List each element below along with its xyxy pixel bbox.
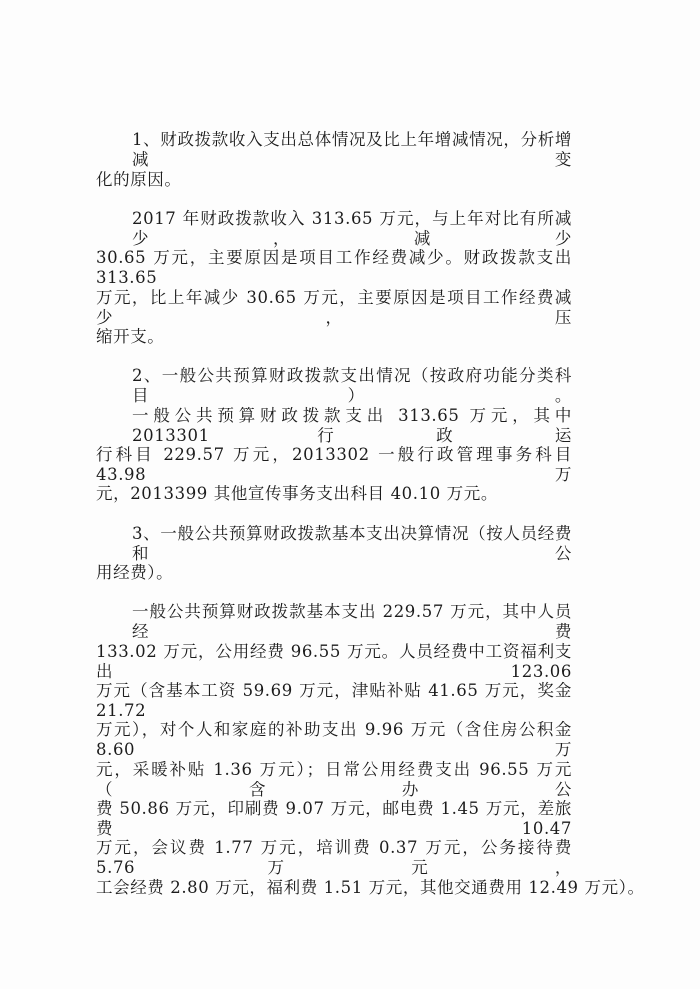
text-line: 一般公共预算财政拨款支出 313.65 万元，其中 2013301 行政运 (132, 406, 572, 445)
text-line: 缩开支。 (96, 327, 165, 346)
text-line: 30.65 万元，主要原因是项目工作经费减少。财政拨款支出 313.65 (96, 248, 572, 287)
text-line: 化的原因。 (96, 170, 182, 189)
text-line: 元，2013399 其他宣传事务支出科目 40.10 万元。 (96, 484, 498, 503)
text-line: 用经费）。 (96, 563, 174, 582)
text-line: 一般公共预算财政拨款基本支出 229.57 万元，其中人员经费 (132, 602, 572, 641)
text-line: 费 50.86 万元，印刷费 9.07 万元，邮电费 1.45 万元，差旅费 10.47 (96, 799, 572, 838)
text-line: 万元，比上年减少 30.65 万元，主要原因是项目工作经费减少，压 (96, 288, 572, 327)
text-line: 1、财政拨款收入支出总体情况及比上年增减情况，分析增减变 (132, 130, 572, 169)
text-line: 行科目 229.57 万元，2013302 一般行政管理事务科目 43.98 万 (96, 445, 572, 484)
text-line: 2、一般公共预算财政拨款支出情况（按政府功能分类科目）。 (132, 366, 572, 405)
text-line: 工会经费 2.80 万元，福利费 1.51 万元，其他交通费用 12.49 万元）。 (96, 878, 645, 897)
text-line: 万元），对个人和家庭的补助支出 9.96 万元（含住房公积金 8.60 万 (96, 720, 572, 759)
text-line: 万元（含基本工资 59.69 万元，津贴补贴 41.65 万元，奖金 21.72 (96, 681, 572, 720)
text-line: 2017 年财政拨款收入 313.65 万元，与上年对比有所减少，减少 (132, 209, 572, 248)
text-line: 3、一般公共预算财政拨款基本支出决算情况（按人员经费和公 (132, 524, 572, 563)
text-line: 万元，会议费 1.77 万元，培训费 0.37 万元，公务接待费 5.76 万元， (96, 838, 572, 877)
text-line: 133.02 万元，公用经费 96.55 万元。人员经费中工资福利支出 123.06 (96, 642, 572, 681)
text-line: 元，采暖补贴 1.36 万元）；日常公用经费支出 96.55 万元（含办公 (96, 760, 572, 799)
